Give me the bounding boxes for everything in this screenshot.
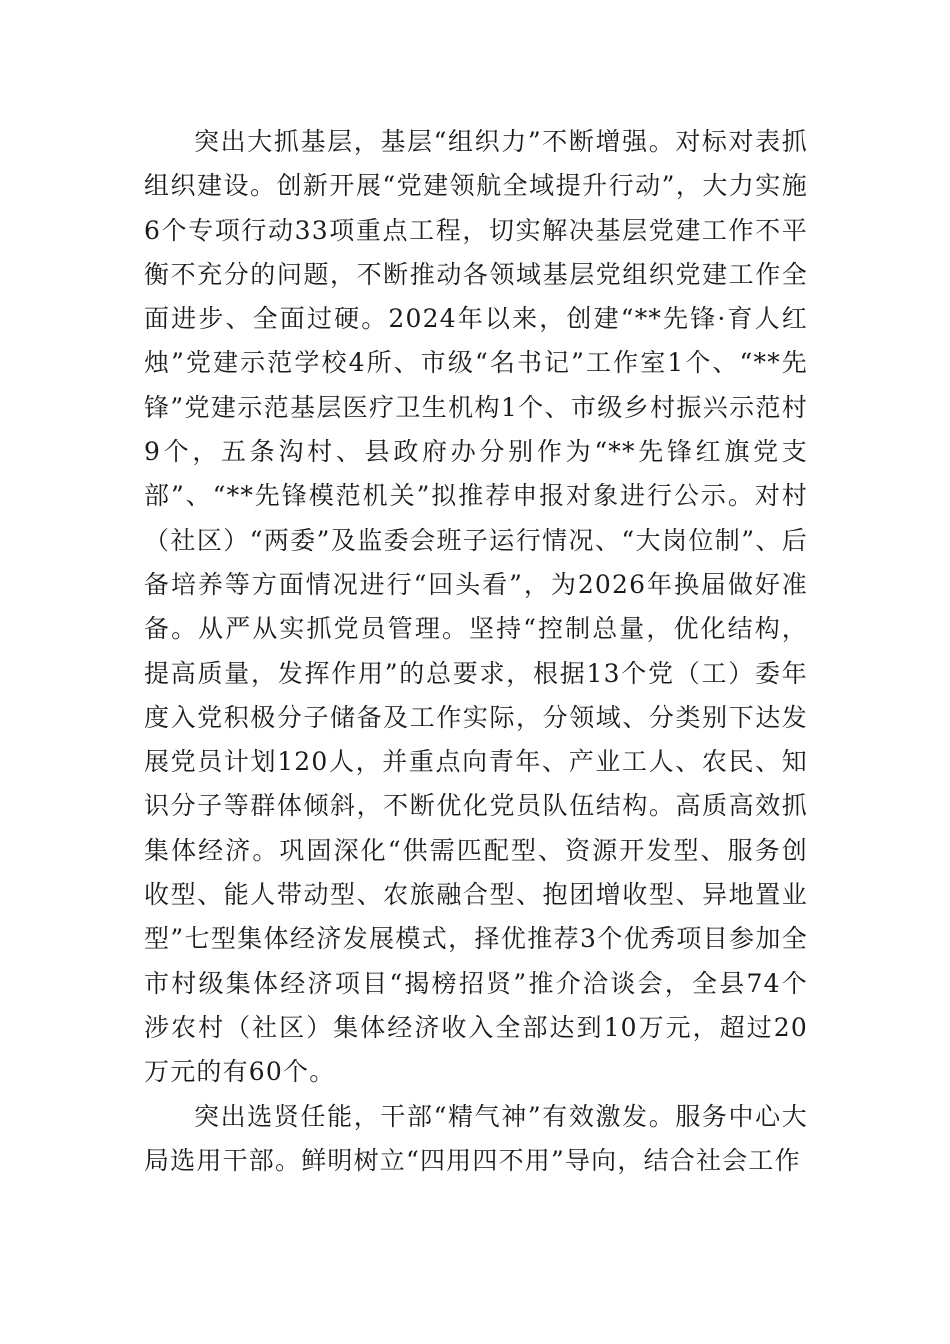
- paragraph-cadre-selection: 突出选贤任能，干部“精气神”有效激发。服务中心大局选用干部。鲜明树立“四用四不用”导向，结合社会工作: [144, 1101, 808, 1175]
- paragraph-grassroots-organization: 突出大抓基层，基层“组织力”不断增强。对标对表抓组织建设。创新开展“党建领航全域提升行动”，大力实施6个专项行动33项重点工程，切实解决基层党建工作不平衡不充分的问题，不断推动各领域基层党组织党建工作全面进步、全面过硬。2024年以来，创建“**先锋·育人红烛”党建示范学校4所、市级“名书记”工作室1个、“**先锋”党建示范基层医疗卫生机构1个、市级乡村振兴示范村9个，五条沟村、县政府办分别作为“**先锋红旗党支部”、“**先锋模范机关”拟推荐申报对象进行公示。对村（社区）“两委”及监委会班子运行情况、“大岗位制”、后备培养等方面情况进行“回头看”，为2026年换届做好准备。从严从实抓党员管理。坚持“控制总量，优化结构，提高质量，发挥作用”的总要求，根据13个党（工）委年度入党积极分子储备及工作实际，分领域、分类别下达发展党员计划120人，并重点向青年、产业工人、农民、知识分子等群体倾斜，不断优化党员队伍结构。高质高效抓集体经济。巩固深化“供需匹配型、资源开发型、服务创收型、能人带动型、农旅融合型、抱团增收型、异地置业型”七型集体经济发展模式，择优推荐3个优秀项目参加全市村级集体经济项目“揭榜招贤”推介洽谈会，全县74个涉农村（社区）集体经济收入全部达到10万元，超过20万元的有60个。: [144, 127, 808, 1087]
- document-body: [144, 120, 808, 1183]
